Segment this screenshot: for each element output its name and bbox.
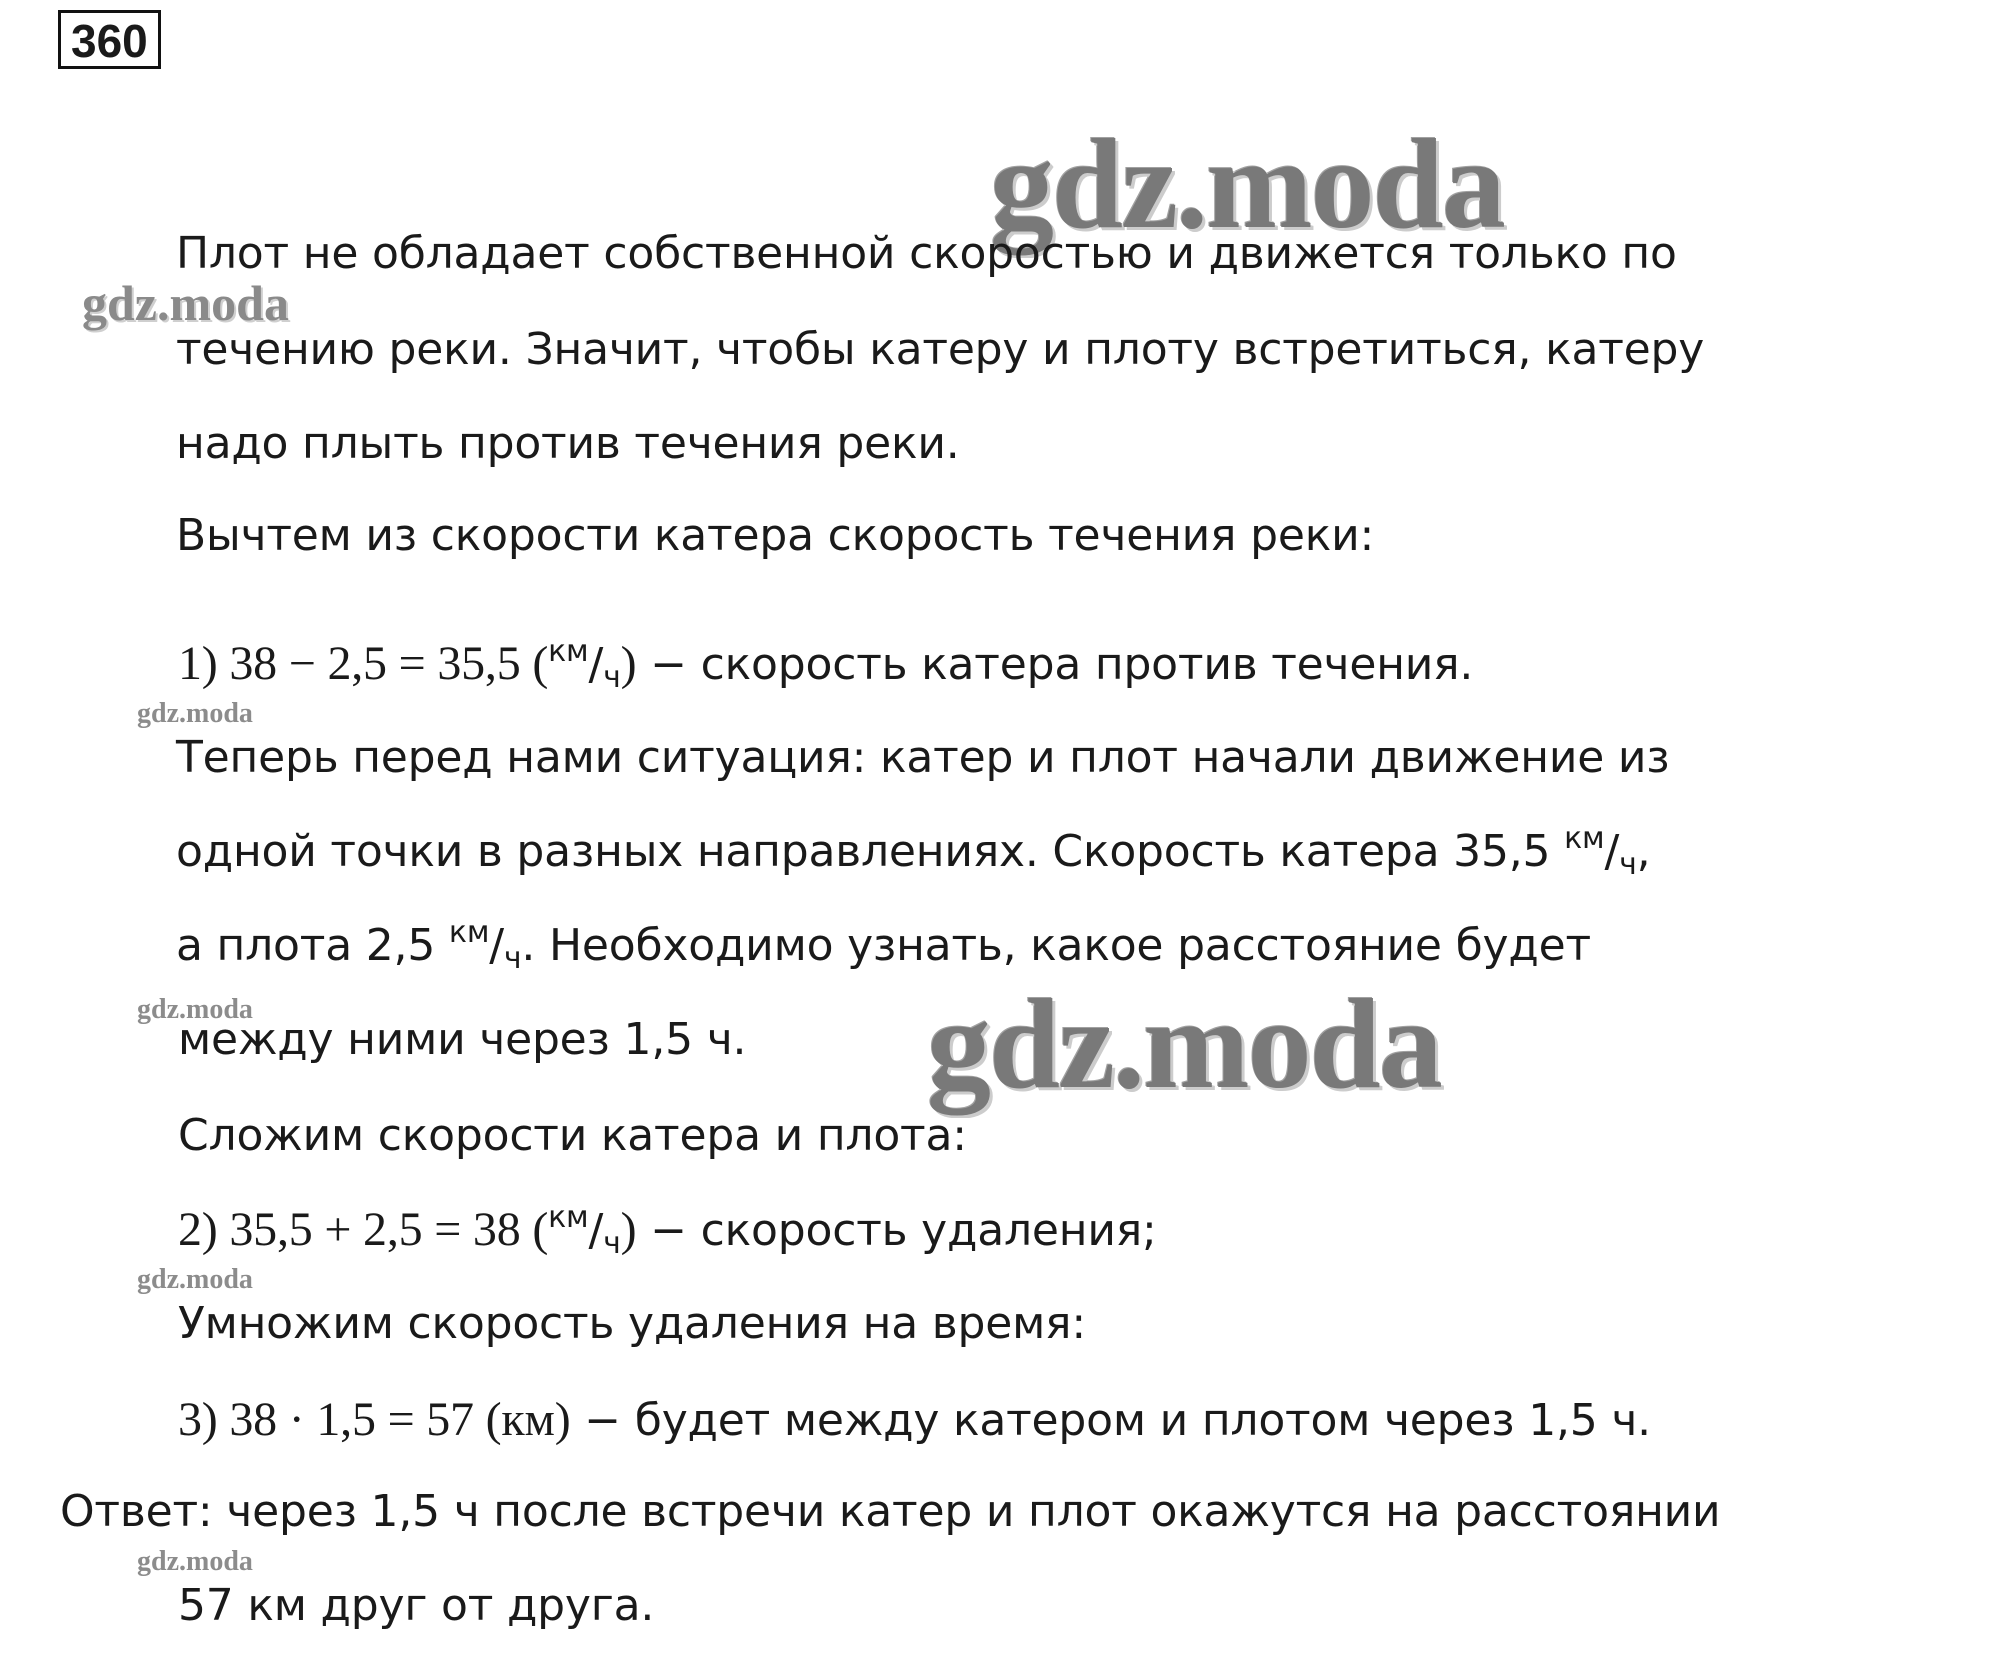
step-description: − будет между катером и плотом через 1,5 ч. xyxy=(570,1395,1651,1446)
text-line: течению реки. Значит, чтобы катеру и плоту встретиться, катеру xyxy=(176,324,1705,375)
unit-denominator: ч xyxy=(603,1226,621,1261)
unit-kmh: $^{км}/_ч$ xyxy=(1564,821,1637,882)
solution-step-3 xyxy=(178,1393,1651,1446)
watermark: gdz.moda xyxy=(990,113,1504,255)
text-segment: а плота 2,5 xyxy=(176,920,449,971)
unit-kmh: $^{км}/_ч$ xyxy=(548,1200,621,1261)
answer-line: 57 км друг от друга. xyxy=(178,1580,655,1631)
text-line: Теперь перед нами ситуация: катер и плот начали движение из xyxy=(176,732,1670,783)
step-paren: ) xyxy=(620,1203,637,1256)
unit-denominator: ч xyxy=(1619,847,1637,882)
watermark: gdz.moda xyxy=(137,1546,253,1577)
step-expression: 1) 38 − 2,5 = 35,5 ( xyxy=(178,637,549,690)
text-line: между ними через 1,5 ч. xyxy=(178,1014,747,1065)
text-segment: . Необходимо узнать, какое расстояние будет xyxy=(521,920,1591,971)
text-line: надо плыть против течения реки. xyxy=(176,418,960,469)
text-line xyxy=(176,821,1651,882)
step-description: − скорость катера против течения. xyxy=(636,639,1474,690)
watermark: gdz.moda xyxy=(82,275,289,331)
text-line: Сложим скорости катера и плота: xyxy=(178,1110,967,1161)
watermark: gdz.moda xyxy=(927,973,1441,1115)
solution-step-1 xyxy=(178,634,1474,695)
unit-denominator: ч xyxy=(503,941,522,976)
step-description: − скорость удаления; xyxy=(636,1205,1157,1256)
watermark: gdz.moda xyxy=(137,698,253,729)
step-expression: 2) 35,5 + 2,5 = 38 ( xyxy=(178,1203,549,1256)
problem-number: 360 xyxy=(58,10,161,69)
unit-kmh: $^{км}/_ч$ xyxy=(448,915,522,976)
answer-line: Ответ: через 1,5 ч после встречи катер и плот окажутся на расстоянии xyxy=(60,1486,1721,1537)
watermark: gdz.moda xyxy=(137,1264,253,1295)
step-expression: 3) 38 · 1,5 = 57 (км) xyxy=(178,1393,571,1446)
unit-numerator: км xyxy=(448,915,490,950)
text-line: Плот не обладает собственной скоростью и движется только по xyxy=(176,228,1677,279)
text-line: Вычтем из скорости катера скорость течения реки: xyxy=(176,510,1375,561)
unit-numerator: км xyxy=(548,1200,589,1235)
watermark: gdz.moda xyxy=(137,994,253,1025)
unit-kmh: $^{км}/_ч$ xyxy=(548,634,621,695)
text-line xyxy=(176,915,1591,976)
unit-numerator: км xyxy=(548,634,589,669)
text-line: Умножим скорость удаления на время: xyxy=(178,1298,1086,1349)
text-segment: , xyxy=(1636,826,1651,877)
solution-step-2 xyxy=(178,1200,1157,1261)
unit-denominator: ч xyxy=(603,660,621,695)
step-paren: ) xyxy=(620,637,637,690)
text-segment: одной точки в разных направлениях. Скорость катера 35,5 xyxy=(176,826,1565,877)
unit-numerator: км xyxy=(1564,821,1605,856)
